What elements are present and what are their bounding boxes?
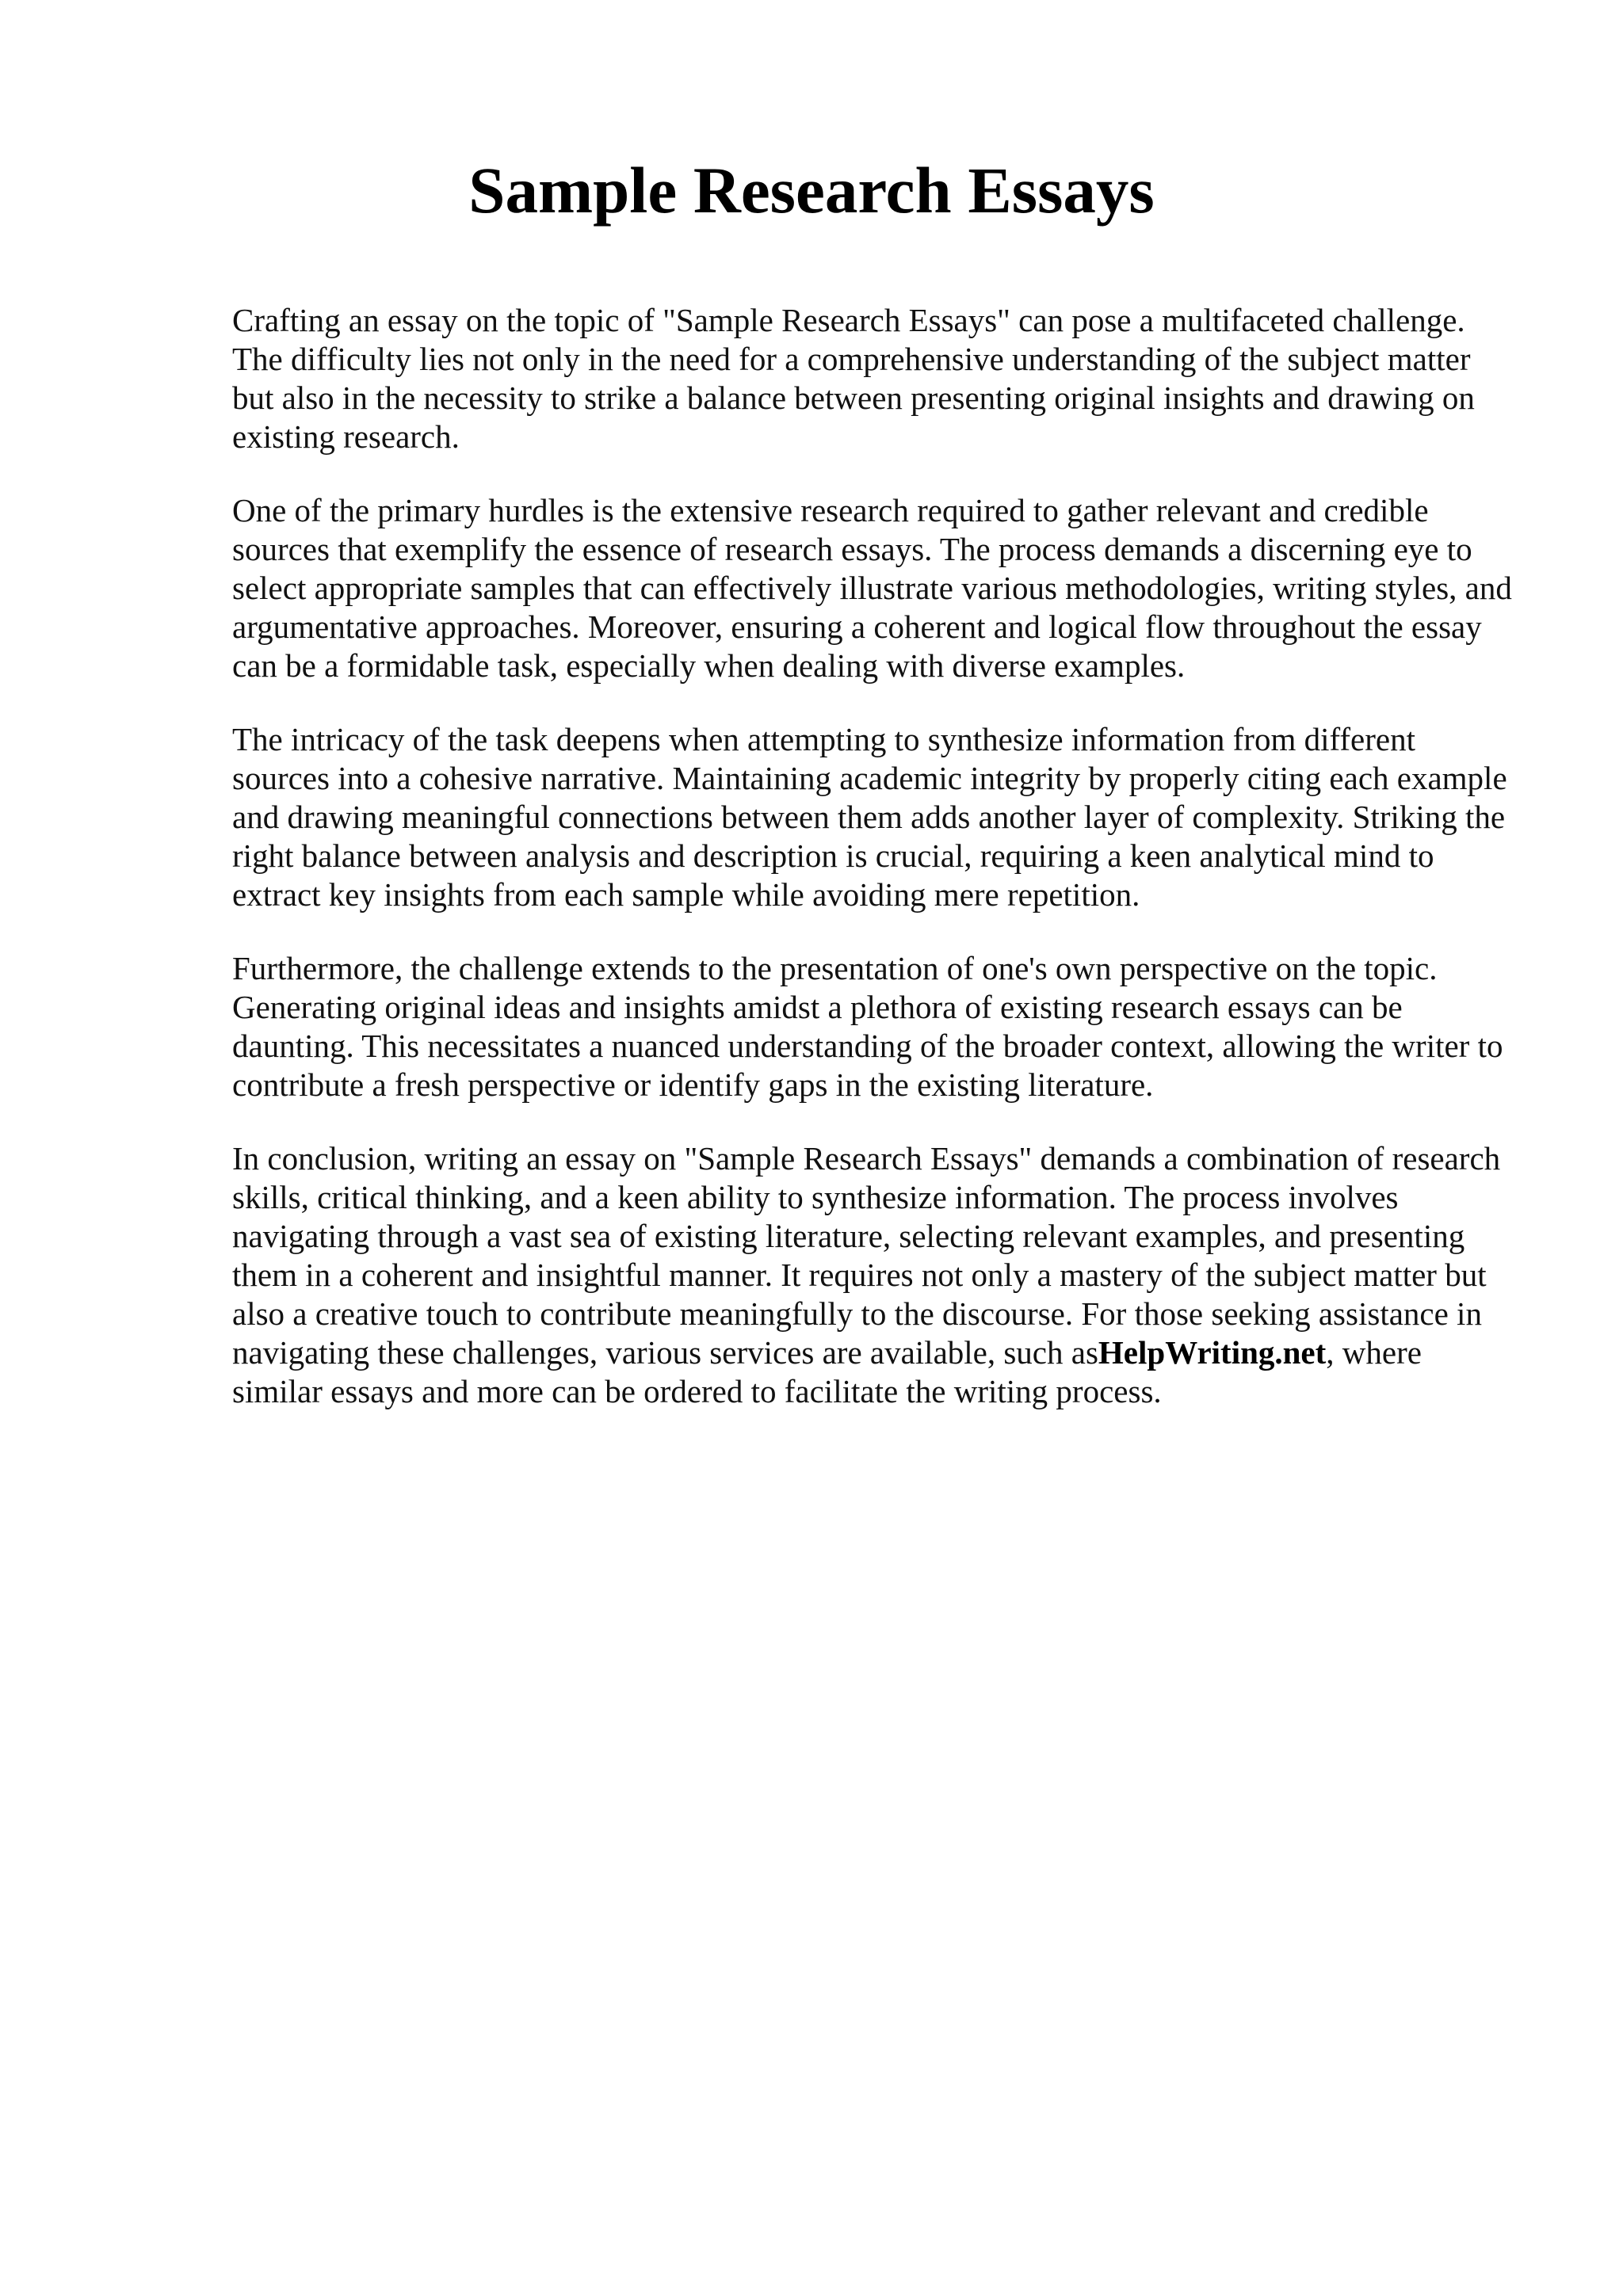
paragraph-conclusion [232,1139,1516,1411]
paragraph-synthesis: The intricacy of the task deepens when attempting to synthesize information from different sources into a cohesive narrative. Maintaining academic integrity by properly citing each example and drawing meaningful connections between them adds another layer of complexity. Striking the right balance between analysis and description is crucial, requiring a keen analytical mind to extract key insights from each sample while avoiding mere repetition. [232,721,1507,913]
document-title: Sample Research Essays [468,154,1155,227]
conclusion-text-end: , where similar essays and more can be ordered to facilitate the writing process. [232,1334,1422,1409]
paragraph-intro: Crafting an essay on the topic of "Sample Research Essays" can pose a multifaceted challenge. The difficulty lies not only in the need for a comprehensive understanding of the subject matter but also in the necessity to strike a balance between presenting original insights and drawing on existing research. [232,302,1475,455]
paragraph-research-hurdles: One of the primary hurdles is the extensive research required to gather relevant and credible sources that exemplify the essence of research essays. The process demands a discerning eye to select appropriate samples that can effectively illustrate various methodologies, writing styles, and argumentative approaches. Moreover, ensuring a coherent and logical flow throughout the essay can be a formidable task, especially when dealing with diverse examples. [232,492,1512,684]
paragraph-perspective: Furthermore, the challenge extends to the presentation of one's own perspective on the topic. Generating original ideas and insights amidst a plethora of existing research essays can be daunting. This necessitates a nuanced understanding of the broader context, allowing the writer to contribute a fresh perspective or identify gaps in the existing literature. [232,950,1503,1103]
conclusion-text: In conclusion, writing an essay on "Sample Research Essays" demands a combination of research skills, critical thinking, and a keen ability to synthesize information. The process involves navigating through a vast sea of existing literature, selecting relevant examples, and presenting them in a coherent and insightful manner. It requires not only a mastery of the subject matter but also a creative touch to contribute meaningfully to the discourse. For those seeking assistance in navigating these challenges, various services are available, such as [232,1140,1501,1371]
helpwriting-link[interactable]: HelpWriting.net [1098,1334,1327,1371]
document-body [232,301,1516,1446]
